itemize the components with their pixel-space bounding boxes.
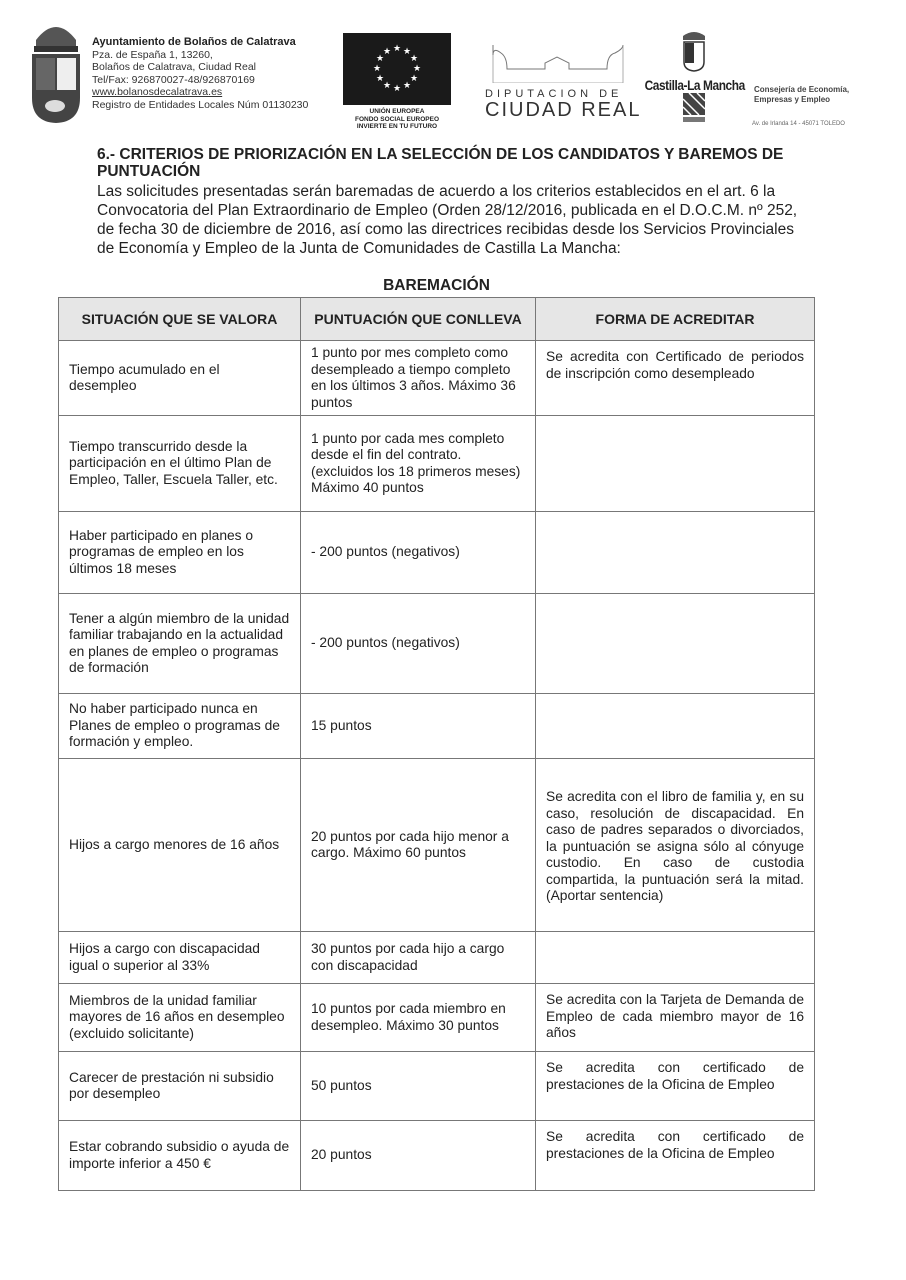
eu-caption xyxy=(340,108,454,131)
column-header: SITUACIÓN QUE SE VALORA xyxy=(59,298,301,341)
svg-text:★: ★ xyxy=(382,46,392,56)
consejeria-line: Empresas y Empleo xyxy=(754,95,831,104)
table-row xyxy=(59,1121,815,1191)
table-row xyxy=(59,512,815,594)
situation-cell: Tiempo transcurrido desde la participación en el último Plan de Empleo, Taller, Escuela Taller, etc. xyxy=(59,416,301,512)
situation-cell: Estar cobrando subsidio o ayuda de importe inferior a 450 € xyxy=(59,1121,301,1191)
phone: Tel/Fax: 926870027-48/926870169 xyxy=(92,73,255,86)
situation-cell: Hijos a cargo con discapacidad igual o superior al 33% xyxy=(59,932,301,984)
jccm-emblem-icon xyxy=(683,93,705,123)
eu-flag-icon xyxy=(343,33,451,105)
eu-line: FONDO SOCIAL EUROPEO xyxy=(354,115,440,123)
svg-text:★: ★ xyxy=(412,63,422,73)
diputacion-line1: DIPUTACION DE xyxy=(485,88,623,100)
accreditation-cell: Se acredita con la Tarjeta de Demanda de Empleo de cada miembro mayor de 16 años xyxy=(536,984,815,1052)
consejeria xyxy=(754,85,849,105)
svg-text:★: ★ xyxy=(402,46,412,56)
diputacion-line2: CIUDAD REAL xyxy=(485,99,642,121)
accreditation-cell xyxy=(536,416,815,512)
accreditation-cell: Se acredita con el libro de familia y, en su caso, resolución de discapacidad. En caso de padres separados o divorciados, la puntuación se asigna sólo al cónyuge custodio. En caso de custodia compartida, la puntuación será la mitad. (Aportar sentencia) xyxy=(536,759,815,932)
municipal-coat-of-arms-icon xyxy=(28,18,84,124)
score-cell: 50 puntos xyxy=(301,1052,536,1121)
svg-text:★: ★ xyxy=(372,63,382,73)
score-cell: 1 punto por cada mes completo desde el fin del contrato. (excluidos los 18 primeros meses) Máximo 40 puntos xyxy=(301,416,536,512)
situation-cell: Carecer de prestación ni subsidio por desempleo xyxy=(59,1052,301,1121)
building-outline-icon xyxy=(485,45,625,83)
address-line: Bolaños de Calatrava, Ciudad Real xyxy=(92,61,257,73)
jccm-address: Av. de Irlanda 14 - 45071 TOLEDO xyxy=(752,121,845,127)
table-row xyxy=(59,594,815,694)
svg-text:★: ★ xyxy=(375,53,385,63)
svg-text:★: ★ xyxy=(409,73,419,83)
svg-text:★: ★ xyxy=(392,83,402,93)
svg-text:★: ★ xyxy=(402,80,412,90)
registry-number: Registro de Entidades Locales Núm 01130230 xyxy=(92,98,309,111)
diputacion-logo xyxy=(485,45,642,121)
document-body xyxy=(58,146,815,1191)
table-row xyxy=(59,932,815,984)
municipality-name: Ayuntamiento de Bolaños de Calatrava xyxy=(92,36,296,48)
situation-cell: Tiempo acumulado en el desempleo xyxy=(59,341,301,416)
situation-cell: Miembros de la unidad familiar mayores de 16 años en desempleo (excluido solicitante) xyxy=(59,984,301,1052)
column-header: PUNTUACIÓN QUE CONLLEVA xyxy=(301,298,536,341)
jccm-name: Castilla-La Mancha xyxy=(644,77,745,93)
score-cell: - 200 puntos (negativos) xyxy=(301,594,536,694)
score-cell: 20 puntos por cada hijo menor a cargo. Máximo 60 puntos xyxy=(301,759,536,932)
intro-paragraph: Las solicitudes presentadas serán baremadas de acuerdo a los criterios establecidos en el art. 6 la Convocatoria del Plan Extraordinario de Empleo (Orden 28/12/2016, publicada en el D.O.C.M. nº 252, de fecha 30 de diciembre de 2016, así como las directrices recibidas desde los Servicios Provinciales de Economía y Empleo de la Junta de Comunidades de Castilla La Mancha: xyxy=(97,183,798,257)
table-row xyxy=(59,1052,815,1121)
score-cell: 20 puntos xyxy=(301,1121,536,1191)
score-cell: 1 punto por mes completo como desempleado a tiempo completo en los últimos 3 años. Máximo 36 puntos xyxy=(301,341,536,416)
table-row xyxy=(59,759,815,932)
situation-cell: Tener a algún miembro de la unidad familiar trabajando en la actualidad en planes de empleo o programas de formación xyxy=(59,594,301,694)
accreditation-cell: Se acredita con certificado de prestaciones de la Oficina de Empleo xyxy=(536,1052,815,1121)
scoring-table xyxy=(58,297,815,1191)
situation-cell: No haber participado nunca en Planes de empleo o programas de formación y empleo. xyxy=(59,694,301,759)
accreditation-cell xyxy=(536,932,815,984)
score-cell: 15 puntos xyxy=(301,694,536,759)
section-title: 6.- CRITERIOS DE PRIORIZACIÓN EN LA SELECCIÓN DE LOS CANDIDATOS Y BAREMOS DE PUNTUACIÓN xyxy=(97,146,784,180)
svg-text:★: ★ xyxy=(392,43,402,53)
accreditation-cell: Se acredita con certificado de prestaciones de la Oficina de Empleo xyxy=(536,1121,815,1191)
municipality-info xyxy=(92,36,332,111)
table-header-row xyxy=(59,298,815,341)
svg-text:★: ★ xyxy=(375,73,385,83)
accreditation-cell xyxy=(536,512,815,594)
jccm-crest-icon xyxy=(679,30,709,72)
accreditation-cell xyxy=(536,594,815,694)
table-row xyxy=(59,416,815,512)
score-cell: - 200 puntos (negativos) xyxy=(301,512,536,594)
consejeria-line: Consejería de Economía, xyxy=(754,85,850,94)
table-row xyxy=(59,341,815,416)
eu-line: UNIÓN EUROPEA xyxy=(369,108,425,115)
jccm-logo xyxy=(636,30,751,128)
situation-cell: Haber participado en planes o programas de empleo en los últimos 18 meses xyxy=(59,512,301,594)
address-line: Pza. de España 1, 13260, xyxy=(92,48,213,61)
website-link[interactable]: www.bolanosdecalatrava.es xyxy=(92,86,223,98)
accreditation-cell: Se acredita con Certificado de periodos de inscripción como desempleado xyxy=(536,341,815,416)
table-row xyxy=(59,694,815,759)
svg-text:★: ★ xyxy=(409,53,419,63)
score-cell: 10 puntos por cada miembro en desempleo. Máximo 30 puntos xyxy=(301,984,536,1052)
svg-text:★: ★ xyxy=(382,80,392,90)
eu-line: INVIERTE EN TU FUTURO xyxy=(356,123,438,130)
situation-cell: Hijos a cargo menores de 16 años xyxy=(59,759,301,932)
accreditation-cell xyxy=(536,694,815,759)
score-cell: 30 puntos por cada hijo a cargo con discapacidad xyxy=(301,932,536,984)
column-header: FORMA DE ACREDITAR xyxy=(536,298,815,341)
table-row xyxy=(59,984,815,1052)
table-title: BAREMACIÓN xyxy=(383,277,490,294)
